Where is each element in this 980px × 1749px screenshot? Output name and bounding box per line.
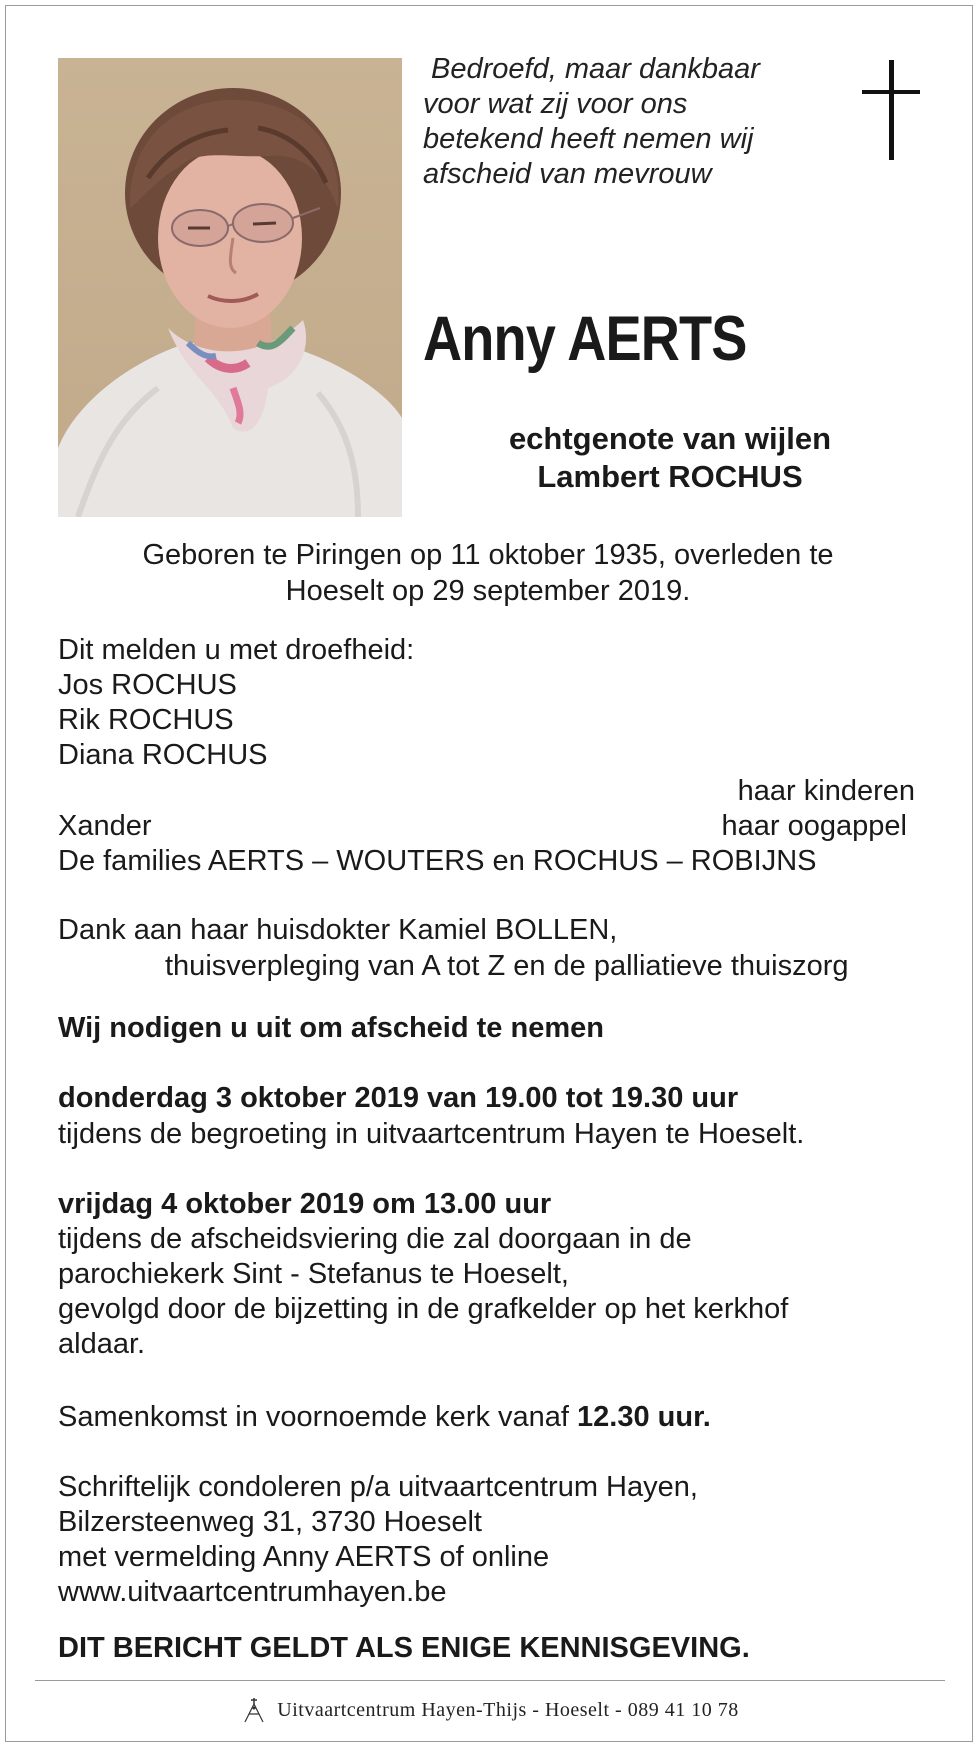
- condolence-line: Schriftelijk condoleren p/a uitvaartcentrum Hayen,: [58, 1471, 698, 1503]
- footer-divider: [35, 1680, 945, 1681]
- spouse-info: [440, 420, 900, 496]
- event2-description: gevolgd door de bijzetting in de grafkelder op het kerkhof: [58, 1293, 789, 1325]
- intro-line: voor wat zij voor ons: [423, 88, 688, 120]
- footer-text: Uitvaartcentrum Hayen-Thijs - Hoeselt - 089 41 10 78: [277, 1699, 739, 1721]
- grandchild-name: Xander: [58, 810, 152, 842]
- birth-death-info: [58, 537, 918, 609]
- spouse-name: Lambert ROCHUS: [537, 459, 803, 494]
- gathering-time: 12.30 uur.: [577, 1401, 711, 1433]
- spouse-line: echtgenote van wijlen: [508, 421, 832, 456]
- portrait-photo: [58, 58, 402, 517]
- intro-line: afscheid van mevrouw: [423, 158, 712, 190]
- intro-line: Bedroefd, maar dankbaar: [431, 53, 760, 85]
- child-name: Rik ROCHUS: [58, 704, 234, 736]
- intro-text: [423, 52, 803, 192]
- death-line: Hoeselt op 29 september 2019.: [285, 575, 691, 607]
- invitation-heading: Wij nodigen u uit om afscheid te nemen: [58, 1012, 604, 1044]
- event2-description: tijdens de afscheidsviering die zal doorgaan in de: [58, 1223, 692, 1255]
- intro-line: betekend heeft nemen wij: [423, 123, 754, 155]
- thanks-line: Dank aan haar huisdokter Kamiel BOLLEN,: [58, 914, 618, 946]
- announcement: Dit melden u met droefheid:: [58, 634, 415, 666]
- gathering-text: Samenkomst in voornoemde kerk vanaf: [58, 1401, 569, 1433]
- event2-description: aldaar.: [58, 1328, 146, 1360]
- condolence-line: Bilzersteenweg 31, 3730 Hoeselt: [58, 1506, 482, 1538]
- event1-title: donderdag 3 oktober 2019 van 19.00 tot 19.30 uur: [58, 1082, 739, 1114]
- notice: DIT BERICHT GELDT ALS ENIGE KENNISGEVING.: [58, 1632, 750, 1664]
- gathering-line: [58, 1400, 711, 1435]
- families-line: De families AERTS – WOUTERS en ROCHUS – ROBIJNS: [58, 845, 817, 877]
- condolence-website: www.uitvaartcentrumhayen.be: [58, 1576, 447, 1608]
- thanks-line: thuisverpleging van A tot Z en de palliatieve thuiszorg: [165, 950, 849, 982]
- child-name: Diana ROCHUS: [58, 739, 268, 771]
- grandchild-label: haar oogappel: [721, 810, 907, 842]
- event2-title: vrijdag 4 oktober 2019 om 13.00 uur: [58, 1188, 552, 1220]
- funeral-home-logo-icon: [241, 1694, 267, 1724]
- condolence-line: met vermelding Anny AERTS of online: [58, 1541, 550, 1573]
- children-label: haar kinderen: [737, 775, 915, 807]
- event2-description: parochiekerk Sint - Stefanus te Hoeselt,: [58, 1258, 569, 1290]
- footer: [0, 1694, 980, 1724]
- deceased-name: Anny AERTS: [423, 304, 747, 374]
- event1-description: tijdens de begroeting in uitvaartcentrum Hayen te Hoeselt.: [58, 1118, 805, 1150]
- birth-line: Geboren te Piringen op 11 oktober 1935, overleden te: [142, 539, 834, 571]
- cross-icon: [862, 60, 922, 160]
- child-name: Jos ROCHUS: [58, 669, 237, 701]
